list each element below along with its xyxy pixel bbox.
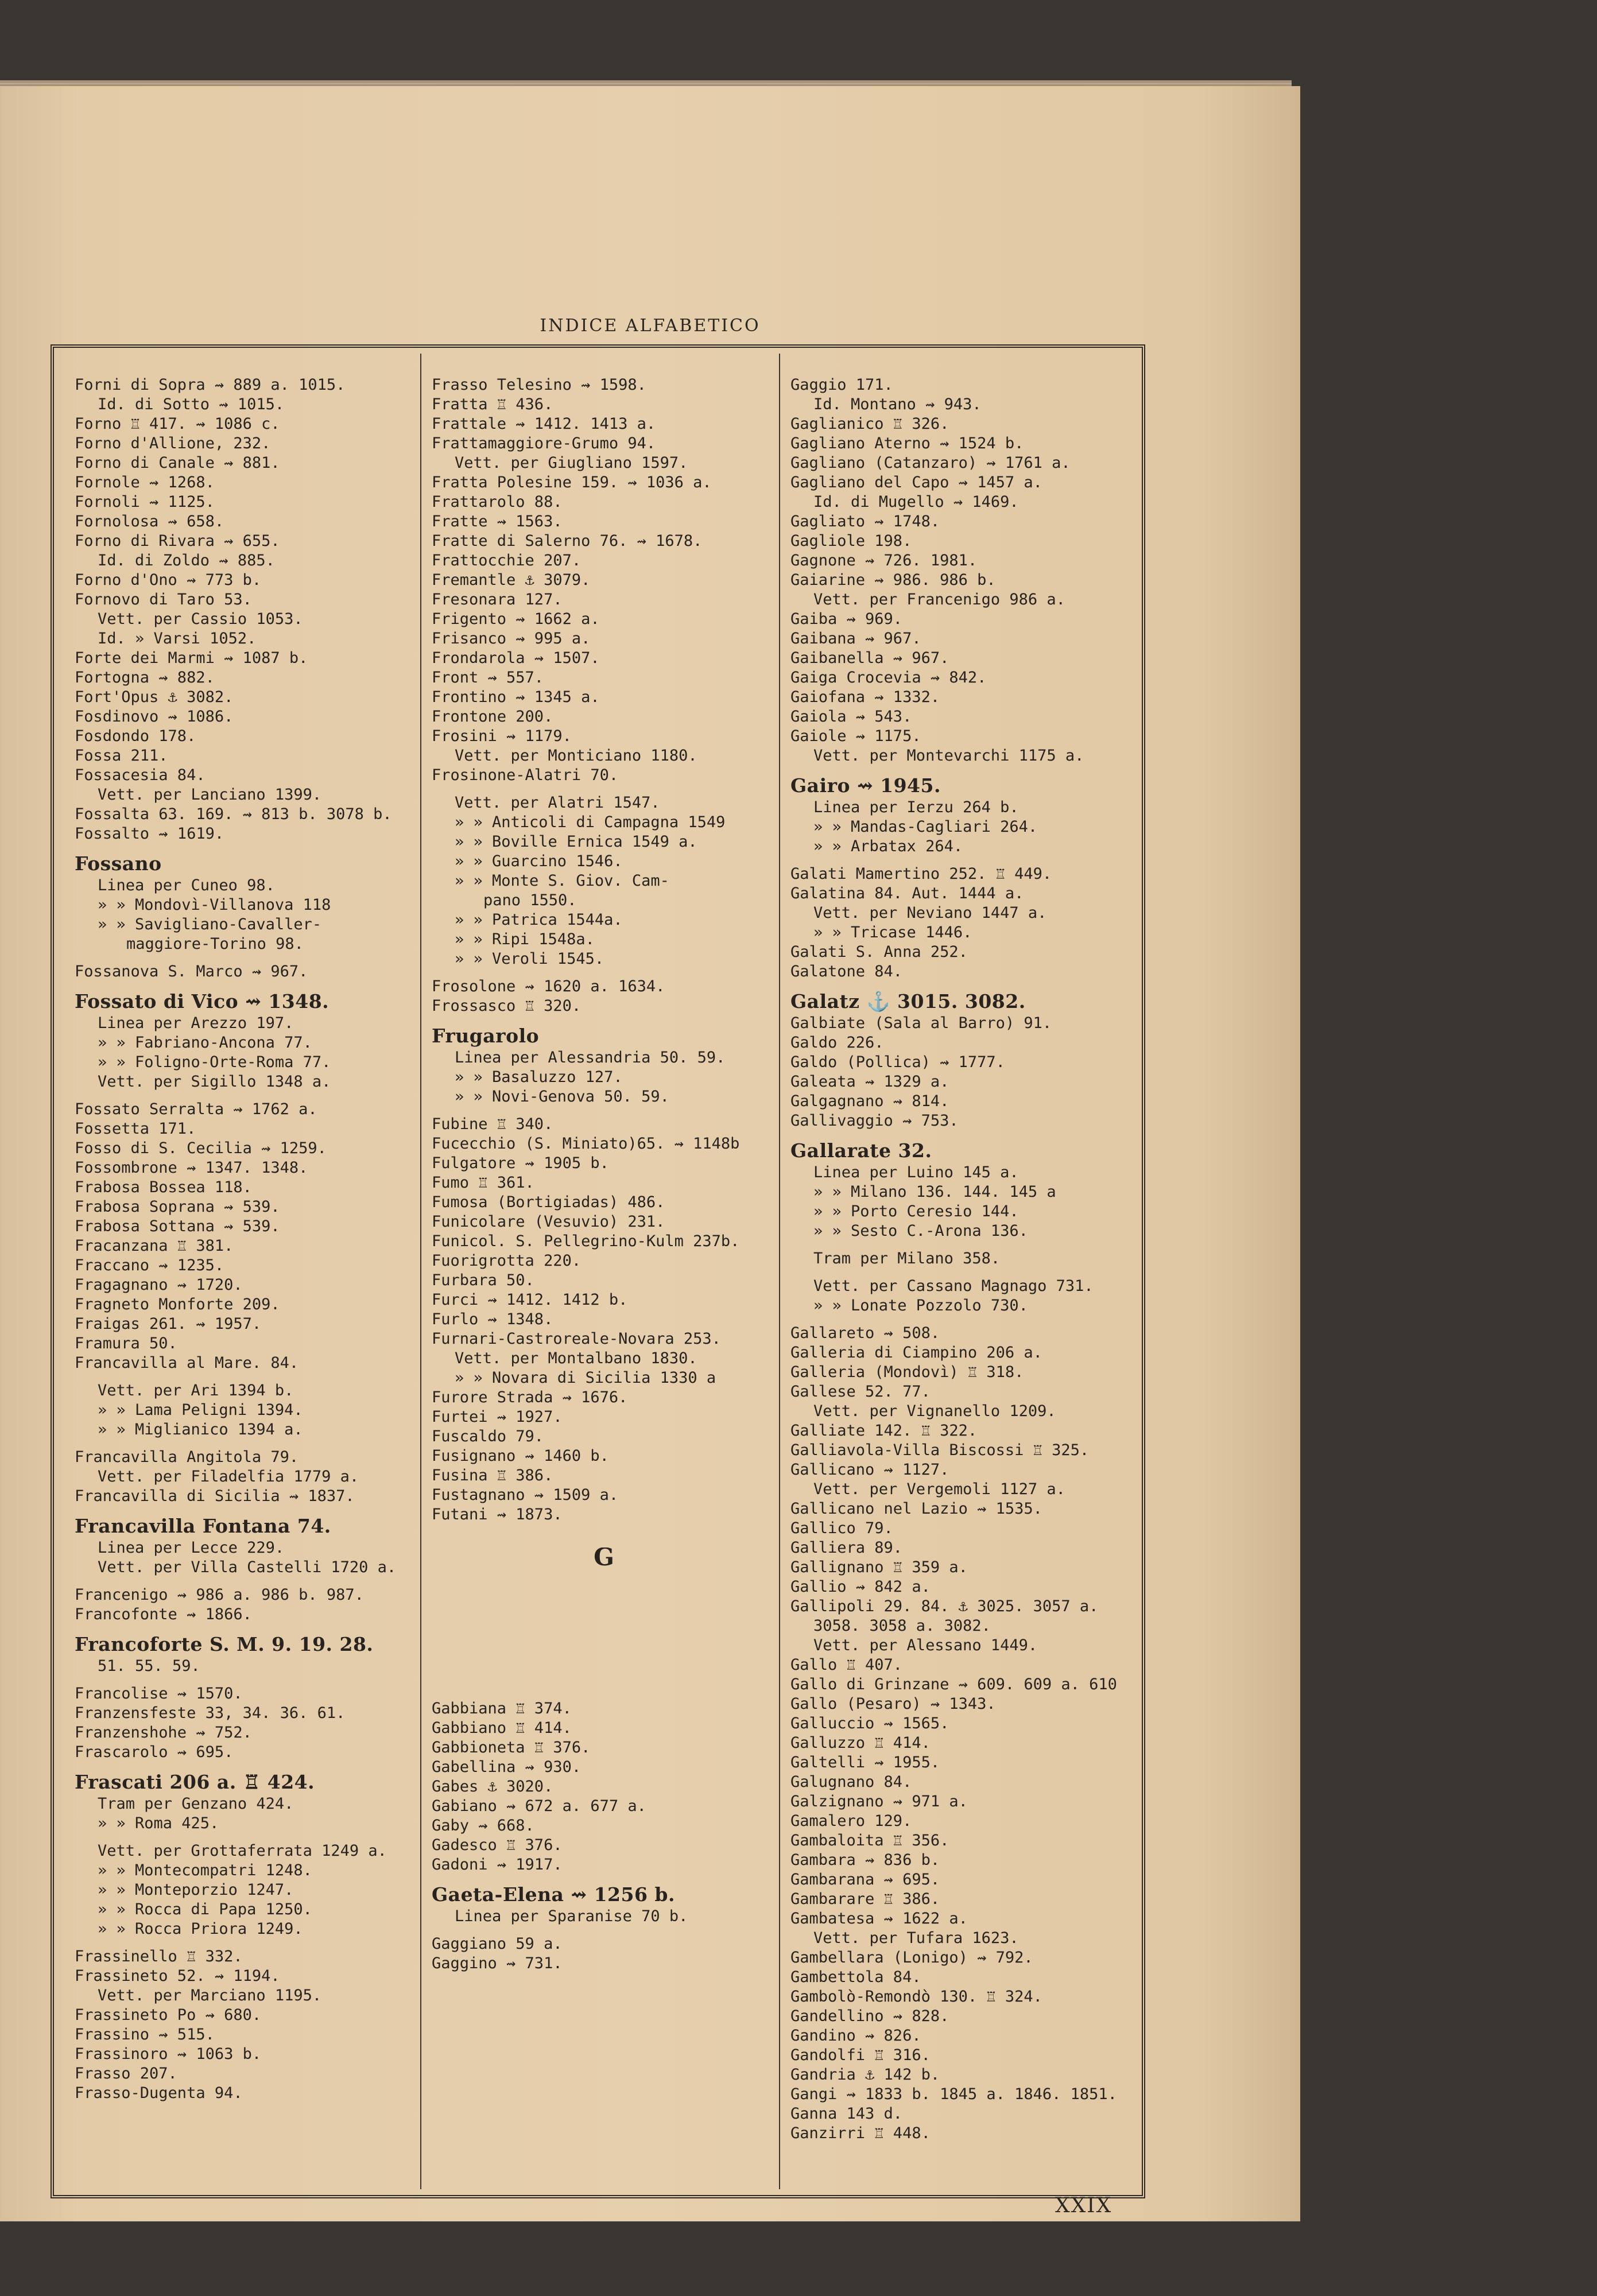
index-entry: Ganzirri ♖ 448.: [790, 2124, 931, 2142]
index-entry: Gallareto ⇝ 508.: [790, 1324, 940, 1342]
index-entry: » » Porto Ceresio 144.: [813, 1203, 1019, 1220]
index-entry: Francenigo ⇝ 986 a. 986 b. 987.: [75, 1586, 364, 1604]
index-entry: Linea per Lecce 229.: [98, 1539, 285, 1557]
index-entry: Gabiano ⇝ 672 a. 677 a.: [432, 1797, 646, 1815]
index-entry: Forno d'Ono ⇝ 773 b.: [75, 571, 262, 589]
index-entry: Galleria (Mondovì) ♖ 318.: [790, 1363, 1024, 1381]
index-entry: Fustagnano ⇝ 1509 a.: [432, 1486, 619, 1504]
index-entry: Fossanova S. Marco ⇝ 967.: [75, 963, 308, 980]
index-entry: » » Patrica 1544a.: [455, 911, 623, 929]
index-entry: » » Fabriano-Ancona 77.: [98, 1034, 312, 1052]
index-entry: Furbara 50.: [432, 1271, 534, 1289]
index-entry: Id. di Sotto ⇝ 1015.: [98, 395, 285, 413]
index-entry: Fossato Serralta ⇝ 1762 a.: [75, 1100, 317, 1118]
index-entry: Vett. per Giugliano 1597.: [455, 454, 688, 472]
index-entry: Fortogna ⇝ 882.: [75, 669, 215, 687]
index-entry: Frattocchie 207.: [432, 552, 582, 569]
index-entry: Linea per Ierzu 264 b.: [813, 798, 1019, 816]
index-entry: Fusignano ⇝ 1460 b.: [432, 1447, 609, 1465]
index-entry: Fosso di S. Cecilia ⇝ 1259.: [75, 1139, 327, 1157]
index-frame: [51, 344, 1145, 2198]
index-entry: Gadoni ⇝ 1917.: [432, 1856, 563, 1874]
index-entry: Galbiate (Sala al Barro) 91.: [790, 1014, 1052, 1032]
index-entry: Vett. per Tufara 1623.: [813, 1929, 1019, 1947]
index-entry: Gaby ⇝ 668.: [432, 1817, 534, 1835]
index-entry: » » Milano 136. 144. 145 a: [813, 1183, 1056, 1201]
index-entry: Vett. per Montalbano 1830.: [455, 1349, 697, 1367]
index-heading: Galatz ⚓ 3015. 3082.: [790, 990, 1026, 1013]
index-entry: Fossombrone ⇝ 1347. 1348.: [75, 1159, 308, 1177]
index-entry: Fort'Opus ⚓ 3082.: [75, 688, 234, 706]
index-entry: Gambatesa ⇝ 1622 a.: [790, 1910, 968, 1927]
index-column-1: [75, 375, 419, 2103]
index-entry: Fuscaldo 79.: [432, 1428, 544, 1445]
index-entry: Forno d'Allione, 232.: [75, 435, 271, 452]
index-entry: Id. Montano ⇝ 943.: [813, 395, 982, 413]
index-entry: Frabosa Sottana ⇝ 539.: [75, 1217, 280, 1235]
index-entry: Fratta Polesine 159. ⇝ 1036 a.: [432, 474, 712, 491]
index-entry: Gaggio 171.: [790, 376, 893, 394]
index-entry: Gagliano (Catanzaro) ⇝ 1761 a.: [790, 454, 1071, 472]
index-entry: Fossacesia 84.: [75, 766, 206, 784]
index-entry: Gallo di Grinzane ⇝ 609. 609 a. 610: [790, 1676, 1117, 1693]
index-entry: Fuorigrotta 220.: [432, 1252, 582, 1270]
index-entry: Galugnano 84.: [790, 1773, 912, 1791]
index-entry: Galzignano ⇝ 971 a.: [790, 1793, 968, 1810]
index-entry: Frassineto 52. ⇝ 1194.: [75, 1967, 280, 1985]
index-entry: Frattarolo 88.: [432, 493, 563, 511]
index-entry: Frondarola ⇝ 1507.: [432, 649, 600, 667]
index-entry: » » Monte S. Giov. Cam-: [455, 872, 669, 890]
index-entry: Francofonte ⇝ 1866.: [75, 1605, 252, 1623]
index-column-2: [432, 375, 776, 1973]
index-entry: Fremantle ⚓ 3079.: [432, 571, 591, 589]
index-entry: Frossasco ♖ 320.: [432, 997, 582, 1015]
index-entry: Frisanco ⇝ 995 a.: [432, 630, 591, 647]
index-entry: Gallio ⇝ 842 a.: [790, 1578, 931, 1596]
index-entry: Vett. per Vergemoli 1127 a.: [813, 1480, 1065, 1498]
index-entry: Gallico 79.: [790, 1519, 893, 1537]
index-entry: Gandria ⚓ 142 b.: [790, 2066, 940, 2084]
index-entry: Gambettola 84.: [790, 1968, 921, 1986]
index-entry: Frabosa Soprana ⇝ 539.: [75, 1198, 280, 1216]
page-number: XXIX: [1055, 2194, 1113, 2217]
index-entry: Ganna 143 d.: [790, 2105, 903, 2123]
index-entry: » » Veroli 1545.: [455, 950, 604, 968]
index-entry: Vett. per Marciano 1195.: [98, 1987, 322, 2004]
index-entry: » » Montecompatri 1248.: [98, 1861, 312, 1879]
index-entry: Fresonara 127.: [432, 591, 563, 608]
index-entry: Gaibana ⇝ 967.: [790, 630, 921, 647]
index-entry: pano 1550.: [483, 891, 577, 909]
page-header: INDICE ALFABETICO: [540, 316, 761, 336]
index-entry: Fulgatore ⇝ 1905 b.: [432, 1154, 609, 1172]
index-entry: Forno di Canale ⇝ 881.: [75, 454, 280, 472]
index-entry: Galleria di Ciampino 206 a.: [790, 1344, 1042, 1362]
index-entry: Fubine ♖ 340.: [432, 1115, 553, 1133]
index-entry: Frassinello ♖ 332.: [75, 1948, 243, 1965]
index-entry: Gambellara (Lonigo) ⇝ 792.: [790, 1949, 1033, 1967]
index-entry: Frosinone-Alatri 70.: [432, 766, 619, 784]
index-entry: Fosdinovo ⇝ 1086.: [75, 708, 234, 726]
index-entry: Gaiarine ⇝ 986. 986 b.: [790, 571, 996, 589]
index-entry: Gaiola ⇝ 543.: [790, 708, 912, 726]
index-entry: Fumosa (Bortigiadas) 486.: [432, 1193, 665, 1211]
index-entry: Gagliole 198.: [790, 532, 912, 550]
index-entry: Francavilla di Sicilia ⇝ 1837.: [75, 1487, 355, 1505]
index-entry: Galdo (Pollica) ⇝ 1777.: [790, 1053, 1005, 1071]
index-entry: » » Mandas-Cagliari 264.: [813, 818, 1038, 836]
index-entry: Francavilla Angitola 79.: [75, 1448, 299, 1466]
index-entry: » » Roma 425.: [98, 1814, 219, 1832]
index-entry: 51. 55. 59.: [98, 1657, 200, 1675]
index-entry: » » Savigliano-Cavaller-: [98, 916, 322, 933]
index-entry: Fucecchio (S. Miniato)65. ⇝ 1148b: [432, 1135, 740, 1153]
index-entry: Gambolò-Remondò 130. ♖ 324.: [790, 1988, 1042, 2006]
index-entry: Galatina 84. Aut. 1444 a.: [790, 885, 1024, 902]
index-entry: Gabbioneta ♖ 376.: [432, 1739, 591, 1756]
index-entry: » » Miglianico 1394 a.: [98, 1421, 303, 1438]
index-entry: Fossalta 63. 169. ⇝ 813 b. 3078 b.: [75, 805, 392, 823]
index-entry: Furnari-Castroreale-Novara 253.: [432, 1330, 721, 1348]
index-entry: Vett. per Ari 1394 b.: [98, 1382, 294, 1399]
index-entry: » » Sesto C.-Arona 136.: [813, 1222, 1028, 1240]
index-entry: Furlo ⇝ 1348.: [432, 1310, 553, 1328]
index-entry: Galati S. Anna 252.: [790, 943, 968, 961]
index-entry: Vett. per Cassano Magnago 731.: [813, 1277, 1094, 1295]
index-entry: Gallese 52. 77.: [790, 1383, 931, 1401]
index-entry: Gandellino ⇝ 828.: [790, 2007, 949, 2025]
index-entry: Frosolone ⇝ 1620 a. 1634.: [432, 978, 665, 995]
index-entry: Fornolosa ⇝ 658.: [75, 513, 224, 530]
index-entry: Framura 50.: [75, 1335, 177, 1352]
index-entry: Vett. per Neviano 1447 a.: [813, 904, 1047, 922]
index-heading: Francavilla Fontana 74.: [75, 1515, 331, 1537]
index-entry: Fornoli ⇝ 1125.: [75, 493, 215, 511]
index-entry: Frattale ⇝ 1412. 1413 a.: [432, 415, 656, 433]
index-entry: Galluzzo ♖ 414.: [790, 1734, 931, 1752]
index-entry: Linea per Sparanise 70 b.: [455, 1907, 688, 1925]
index-entry: Gaiole ⇝ 1175.: [790, 727, 921, 745]
index-entry: Frassineto Po ⇝ 680.: [75, 2006, 262, 2024]
index-entry: Gallo ♖ 407.: [790, 1656, 903, 1674]
index-entry: Gallipoli 29. 84. ⚓ 3025. 3057 a.: [790, 1597, 1099, 1615]
index-entry: Furci ⇝ 1412. 1412 b.: [432, 1291, 628, 1309]
index-entry: Frontone 200.: [432, 708, 553, 726]
index-heading: Francoforte S. M. 9. 19. 28.: [75, 1633, 374, 1655]
index-entry: Galliavola-Villa Biscossi ♖ 325.: [790, 1441, 1090, 1459]
index-entry: Funicolare (Vesuvio) 231.: [432, 1213, 665, 1231]
index-entry: Galati Mamertino 252. ♖ 449.: [790, 865, 1052, 883]
index-entry: Vett. per Montevarchi 1175 a.: [813, 747, 1084, 765]
index-entry: Gabbiana ♖ 374.: [432, 1700, 572, 1717]
index-entry: Fratte di Salerno 76. ⇝ 1678.: [432, 532, 703, 550]
index-entry: Vett. per Alessano 1449.: [813, 1636, 1038, 1654]
index-entry: Gagliano Aterno ⇝ 1524 b.: [790, 435, 1024, 452]
index-entry: Fratte ⇝ 1563.: [432, 513, 563, 530]
index-entry: Gagnone ⇝ 726. 1981.: [790, 552, 978, 569]
index-entry: Gabbiano ♖ 414.: [432, 1719, 572, 1737]
index-entry: Gallignano ♖ 359 a.: [790, 1558, 968, 1576]
index-entry: Gaiofana ⇝ 1332.: [790, 688, 940, 706]
index-entry: Gagliano del Capo ⇝ 1457 a.: [790, 474, 1042, 491]
index-entry: Franzenshohe ⇝ 752.: [75, 1724, 252, 1742]
index-entry: » » Tricase 1446.: [813, 924, 972, 941]
index-entry: Gandino ⇝ 826.: [790, 2027, 921, 2045]
index-heading: Gallarate 32.: [790, 1139, 932, 1162]
index-entry: Galeata ⇝ 1329 a.: [790, 1073, 949, 1091]
index-entry: Francavilla al Mare. 84.: [75, 1354, 299, 1372]
index-entry: Frassino ⇝ 515.: [75, 2026, 215, 2043]
index-entry: Linea per Luino 145 a.: [813, 1163, 1019, 1181]
index-entry: » » Lonate Pozzolo 730.: [813, 1297, 1028, 1314]
index-entry: Forno di Rivara ⇝ 655.: [75, 532, 280, 550]
index-entry: Fornovo di Taro 53.: [75, 591, 252, 608]
index-entry: » » Basaluzzo 127.: [455, 1068, 623, 1086]
index-entry: Galgagnano ⇝ 814.: [790, 1092, 949, 1110]
index-entry: Fossalto ⇝ 1619.: [75, 825, 224, 843]
index-entry: maggiore-Torino 98.: [126, 935, 304, 953]
index-entry: Gambaloita ♖ 356.: [790, 1832, 949, 1849]
index-entry: Vett. per Lanciano 1399.: [98, 786, 322, 804]
index-entry: Tram per Milano 358.: [813, 1250, 1001, 1267]
index-entry: Galliate 142. ♖ 322.: [790, 1422, 978, 1440]
index-entry: Vett. per Cassio 1053.: [98, 610, 303, 628]
index-entry: 3058. 3058 a. 3082.: [813, 1617, 991, 1635]
index-entry: Fracanzana ♖ 381.: [75, 1237, 234, 1255]
index-entry: Tram per Genzano 424.: [98, 1795, 294, 1813]
index-entry: Fragneto Monforte 209.: [75, 1296, 280, 1313]
index-column-2-f: [432, 375, 776, 1525]
column-divider: [779, 354, 780, 2189]
index-entry: » » Foligno-Orte-Roma 77.: [98, 1053, 331, 1071]
index-entry: Furore Strada ⇝ 1676.: [432, 1389, 628, 1406]
index-entry: Gallicano nel Lazio ⇝ 1535.: [790, 1500, 1042, 1518]
index-entry: Franzensfeste 33, 34. 36. 61.: [75, 1704, 346, 1722]
index-heading: Fossano: [75, 852, 162, 875]
index-entry: Id. di Zoldo ⇝ 885.: [98, 552, 275, 569]
index-entry: Fornole ⇝ 1268.: [75, 474, 215, 491]
index-entry: Vett. per Sigillo 1348 a.: [98, 1073, 331, 1091]
index-entry: Gambarare ♖ 386.: [790, 1890, 940, 1908]
index-entry: Fosdondo 178.: [75, 727, 196, 745]
index-entry: Gaglianico ♖ 326.: [790, 415, 949, 433]
index-entry: Gandolfi ♖ 316.: [790, 2046, 931, 2064]
index-entry: Francolise ⇝ 1570.: [75, 1685, 243, 1702]
index-entry: » » Anticoli di Campagna 1549: [455, 813, 726, 831]
index-entry: Galdo 226.: [790, 1034, 884, 1052]
index-entry: Futani ⇝ 1873.: [432, 1506, 563, 1523]
index-entry: Gaiga Crocevia ⇝ 842.: [790, 669, 987, 687]
index-entry: Gambarana ⇝ 695.: [790, 1871, 940, 1888]
index-entry: Fossa 211.: [75, 747, 168, 765]
index-entry: Fraccano ⇝ 1235.: [75, 1256, 224, 1274]
index-entry: Frascarolo ⇝ 695.: [75, 1743, 234, 1761]
index-entry: Front ⇝ 557.: [432, 669, 544, 687]
index-entry: » » Lama Peligni 1394.: [98, 1401, 303, 1419]
index-entry: Gaibanella ⇝ 967.: [790, 649, 949, 667]
index-heading: Frugarolo: [432, 1025, 540, 1047]
index-entry: Gaggino ⇝ 731.: [432, 1954, 563, 1972]
index-entry: Frassinoro ⇝ 1063 b.: [75, 2045, 262, 2063]
index-entry: Galatone 84.: [790, 963, 903, 980]
index-entry: Vett. per Monticiano 1180.: [455, 747, 697, 765]
index-entry: Fragagnano ⇝ 1720.: [75, 1276, 243, 1294]
column-divider: [420, 354, 421, 2189]
index-entry: Vett. per Francenigo 986 a.: [813, 591, 1065, 608]
index-entry: Vett. per Alatri 1547.: [455, 794, 660, 812]
index-entry: Id. » Varsi 1052.: [98, 630, 257, 647]
index-entry: Gallicano ⇝ 1127.: [790, 1461, 949, 1479]
index-entry: Frasso 207.: [75, 2065, 177, 2082]
index-entry: Forte dei Marmi ⇝ 1087 b.: [75, 649, 308, 667]
index-entry: Gallo (Pesaro) ⇝ 1343.: [790, 1695, 996, 1713]
index-entry: Fratta ♖ 436.: [432, 395, 553, 413]
index-entry: » » Ripi 1548a.: [455, 930, 595, 948]
index-entry: Galtelli ⇝ 1955.: [790, 1754, 940, 1771]
index-entry: Id. di Mugello ⇝ 1469.: [813, 493, 1019, 511]
index-entry: Galluccio ⇝ 1565.: [790, 1715, 949, 1732]
index-column-3: [790, 375, 1135, 2143]
index-entry: Fraigas 261. ⇝ 1957.: [75, 1315, 262, 1333]
index-entry: Frigento ⇝ 1662 a.: [432, 610, 600, 628]
index-entry: Frontino ⇝ 1345 a.: [432, 688, 600, 706]
index-entry: » » Rocca Priora 1249.: [98, 1920, 303, 1938]
index-heading: Fossato di Vico ⇝ 1348.: [75, 990, 330, 1013]
index-entry: » » Mondovì-Villanova 118: [98, 896, 331, 914]
index-entry: » » Boville Ernica 1549 a.: [455, 833, 697, 851]
index-entry: Funicol. S. Pellegrino-Kulm 237b.: [432, 1232, 740, 1250]
index-entry: Gaggiano 59 a.: [432, 1935, 563, 1953]
index-entry: Gagliato ⇝ 1748.: [790, 513, 940, 530]
index-entry: Linea per Arezzo 197.: [98, 1014, 294, 1032]
book-page: [0, 86, 1300, 2221]
index-entry: Gadesco ♖ 376.: [432, 1836, 563, 1854]
index-entry: Frasso-Dugenta 94.: [75, 2084, 243, 2102]
index-entry: Frosini ⇝ 1179.: [432, 727, 572, 745]
index-entry: Forno ♖ 417. ⇝ 1086 c.: [75, 415, 280, 433]
index-entry: Gambara ⇝ 836 b.: [790, 1851, 940, 1869]
index-entry: Vett. per Grottaferrata 1249 a.: [98, 1842, 387, 1860]
index-entry: Vett. per Vignanello 1209.: [813, 1402, 1056, 1420]
index-entry: Forni di Sopra ⇝ 889 a. 1015.: [75, 376, 346, 394]
index-entry: Frattamaggiore-Grumo 94.: [432, 435, 656, 452]
index-entry: Vett. per Villa Castelli 1720 a.: [98, 1558, 397, 1576]
index-entry: Gamalero 129.: [790, 1812, 912, 1830]
index-entry: Vett. per Filadelfia 1779 a.: [98, 1468, 359, 1486]
index-heading: Frascati 206 a. ♖ 424.: [75, 1771, 315, 1793]
index-entry: Galliera 89.: [790, 1539, 903, 1557]
index-entry: Linea per Cuneo 98.: [98, 876, 275, 894]
index-entry: Gangi ⇝ 1833 b. 1845 a. 1846. 1851.: [790, 2085, 1117, 2103]
index-entry: Furtei ⇝ 1927.: [432, 1408, 563, 1426]
index-column-2-g: [432, 1699, 776, 1973]
index-entry: Frabosa Bossea 118.: [75, 1178, 252, 1196]
index-entry: Fusina ♖ 386.: [432, 1467, 553, 1484]
index-heading: Gaeta-Elena ⇝ 1256 b.: [432, 1883, 675, 1906]
index-entry: » » Rocca di Papa 1250.: [98, 1901, 312, 1918]
section-letter-g: G: [594, 1548, 614, 1567]
index-entry: Gabes ⚓ 3020.: [432, 1778, 553, 1795]
index-entry: » » Guarcino 1546.: [455, 852, 623, 870]
index-entry: » » Arbatax 264.: [813, 837, 963, 855]
index-entry: » » Monteporzio 1247.: [98, 1881, 294, 1899]
index-entry: Gabellina ⇝ 930.: [432, 1758, 582, 1776]
index-entry: Fumo ♖ 361.: [432, 1174, 534, 1192]
index-entry: » » Novara di Sicilia 1330 a: [455, 1369, 716, 1387]
index-entry: Linea per Alessandria 50. 59.: [455, 1049, 726, 1066]
index-entry: Frasso Telesino ⇝ 1598.: [432, 376, 646, 394]
index-entry: » » Novi-Genova 50. 59.: [455, 1088, 669, 1106]
index-entry: Fossetta 171.: [75, 1120, 196, 1138]
index-heading: Gairo ⇝ 1945.: [790, 774, 941, 797]
index-entry: Gaiba ⇝ 969.: [790, 610, 903, 628]
index-entry: Gallivaggio ⇝ 753.: [790, 1112, 959, 1130]
